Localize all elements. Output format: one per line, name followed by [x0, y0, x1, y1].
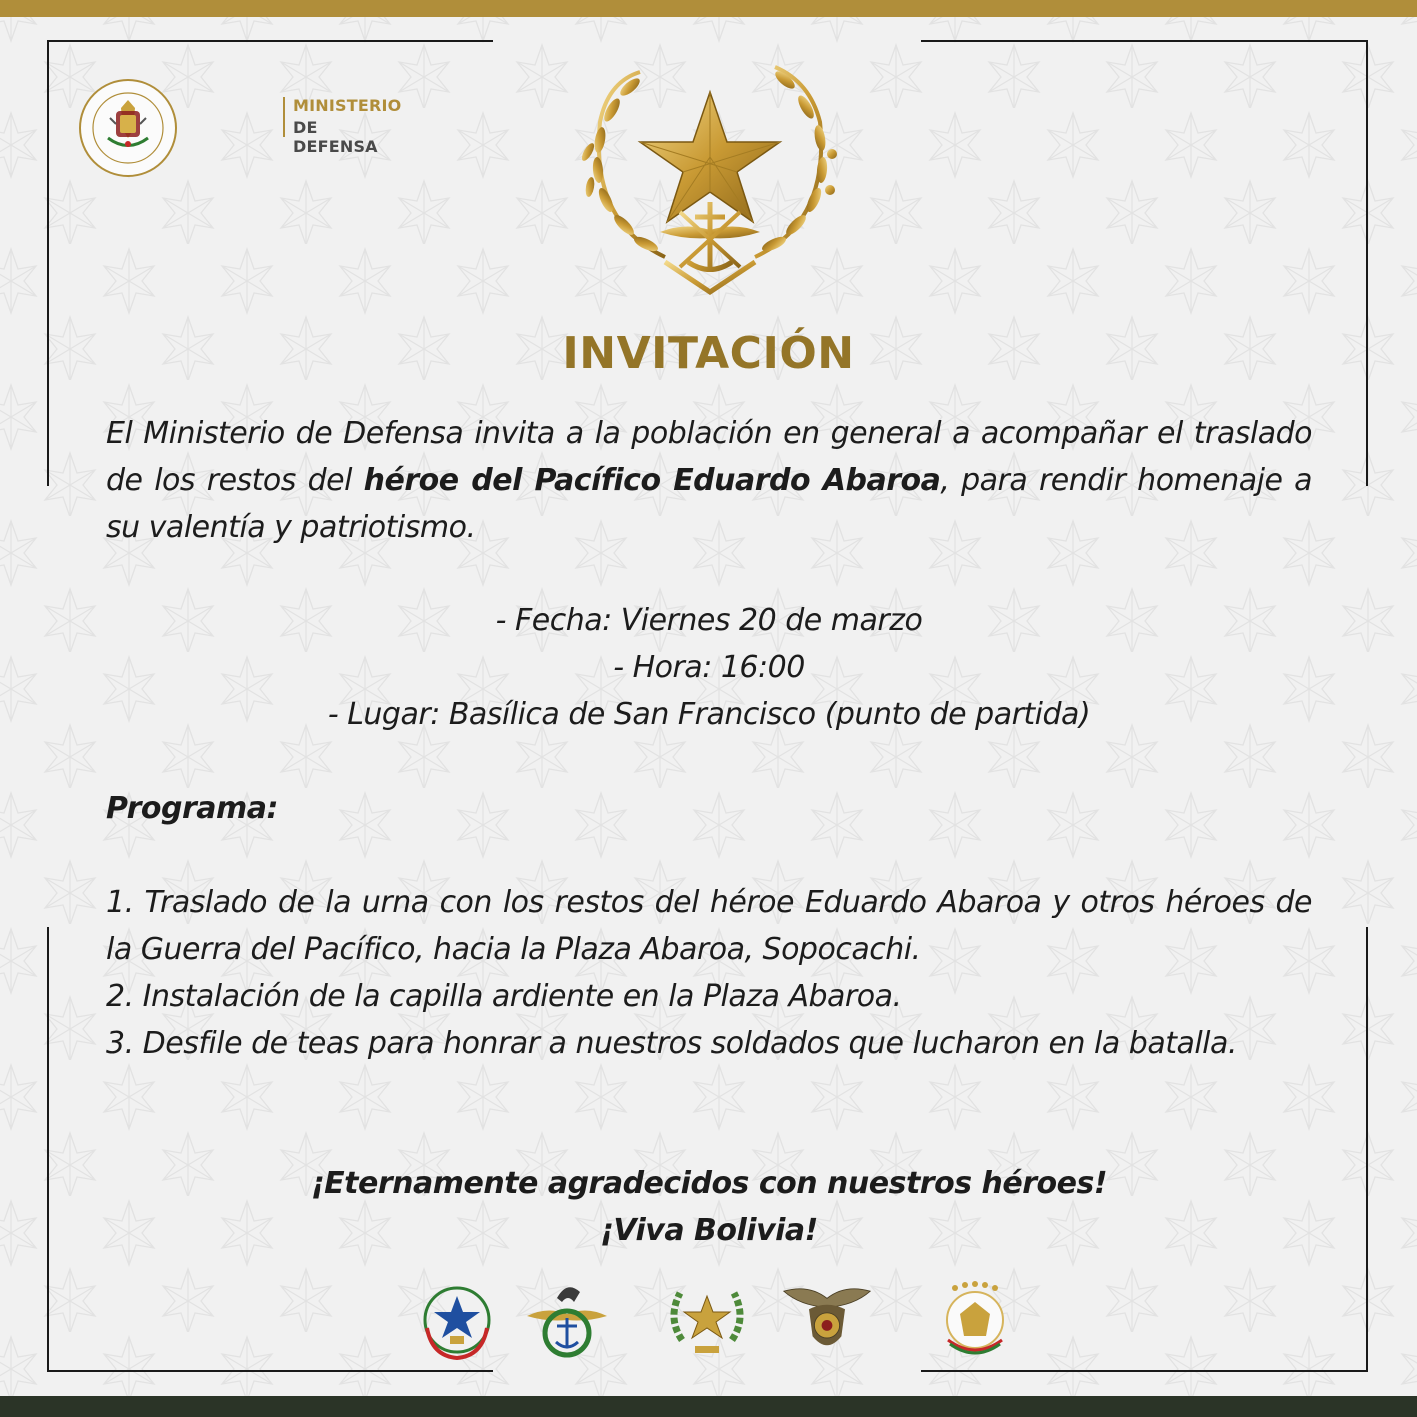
invitation-title: INVITACIÓN [562, 328, 855, 379]
program-list [106, 879, 1312, 1067]
frame-bottom-right-horizontal [921, 1370, 1368, 1372]
frame-bottom-left-vertical [47, 927, 49, 1372]
logo-divider [283, 97, 285, 137]
ministry-logo [78, 78, 402, 178]
armed-forces-badges [410, 1278, 1010, 1362]
bottom-dark-bar [0, 1396, 1417, 1417]
gold-star-laurel-emblem-icon [570, 62, 850, 297]
program-item-1: 1. Traslado de la urna con los restos del héroe Eduardo Abaroa y otros héroes de la Guerra del Pacífico, hacia la Plaza Abaroa, Sopocachi. [106, 885, 1312, 967]
program-heading: Programa: [106, 791, 278, 826]
program-item-3: 3. Desfile de teas para honrar a nuestros soldados que lucharon en la batalla. [106, 1026, 1237, 1061]
frame-bottom-left-horizontal [47, 1370, 493, 1372]
frame-top-right-horizontal [921, 40, 1368, 42]
army-star-wreath-emblem-icon [662, 1278, 752, 1362]
intro-paragraph [106, 410, 1312, 551]
closing-message [106, 1160, 1312, 1254]
top-gold-bar [0, 0, 1417, 17]
detail-date: - Fecha: Viernes 20 de marzo [495, 603, 923, 638]
intro-text-part2: , para rendir homenaje a su valentía y patriotismo. [106, 463, 1313, 545]
intro-text-part1: El Ministerio de Defensa invita a la población en general a acompañar el traslado de los restos del [106, 416, 1312, 498]
frame-top-left-vertical [47, 40, 49, 486]
event-details [106, 597, 1312, 738]
command-star-emblem-icon [412, 1278, 502, 1362]
closing-line-2: ¡Viva Bolivia! [600, 1213, 818, 1248]
ministry-name-line2: DE DEFENSA [293, 118, 378, 156]
military-academy-emblem-icon [930, 1278, 1020, 1362]
air-force-wings-emblem-icon [782, 1278, 872, 1362]
program-item-2: 2. Instalación de la capilla ardiente en la Plaza Abaroa. [106, 979, 902, 1014]
navy-emblem-icon [522, 1278, 612, 1362]
closing-line-1: ¡Eternamente agradecidos con nuestros héroes! [310, 1166, 1108, 1201]
detail-place: - Lugar: Basílica de San Francisco (punto de partida) [327, 697, 1091, 732]
frame-top-left-horizontal [47, 40, 493, 42]
hero-name-bold: héroe del Pacífico Eduardo Abaroa [363, 463, 941, 498]
detail-time: - Hora: 16:00 [613, 650, 805, 685]
frame-bottom-right-vertical [1366, 927, 1368, 1372]
frame-top-right-vertical [1366, 40, 1368, 486]
state-seal-icon [78, 78, 178, 178]
ministry-name-line1: MINISTERIO [293, 96, 402, 115]
